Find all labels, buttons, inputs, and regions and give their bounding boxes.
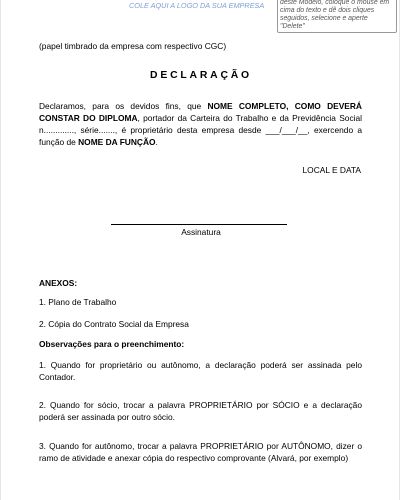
logo-placeholder[interactable]: COLE AQUI A LOGO DA SUA EMPRESA bbox=[129, 1, 265, 10]
observations-heading[interactable]: Observações para o preenchimento: bbox=[39, 339, 185, 349]
signature-line bbox=[111, 224, 287, 225]
annexes-heading[interactable]: ANEXOS: bbox=[39, 278, 78, 288]
document-title[interactable]: DECLARAÇÃO bbox=[150, 70, 252, 81]
declaration-paragraph[interactable] bbox=[39, 100, 362, 148]
role-field[interactable]: NOME DA FUNÇÃO bbox=[78, 137, 156, 147]
letterhead-note[interactable]: (papel timbrado da empresa com respectivo CGC) bbox=[39, 41, 227, 51]
annex-item[interactable]: 2. Cópia do Contrato Social da Empresa bbox=[39, 319, 189, 329]
declaration-text-middle: , portador da Carteira do Trabalho e da Previdência Social n............., série......., é proprietário desta empresa desde ___/___/__, exercendo a função de bbox=[39, 113, 363, 147]
observation-item[interactable]: 1. Quando for proprietário ou autônomo, a declaração poderá ser assinada pelo Contador. bbox=[39, 360, 362, 382]
signature-label[interactable]: Assinatura bbox=[181, 227, 221, 237]
declaration-text-start: Declaramos, para os devidos fins, que bbox=[39, 101, 208, 111]
observation-item[interactable]: 3. Quando for autônomo, trocar a palavra PROPRIETÁRIO por AUTÔNOMO, dizer o ramo de atividade e anexar cópia do respectivo comprovante (Alvará, por exemplo) bbox=[39, 441, 362, 463]
instruction-tooltip: deste Modelo, coloque o mouse em cima do texto e dê dois cliques seguidos, selecione e aperte "Delete" bbox=[277, 0, 397, 33]
declaration-text-end: . bbox=[155, 137, 158, 147]
annex-item[interactable]: 1. Plano de Trabalho bbox=[39, 297, 117, 307]
place-and-date[interactable]: LOCAL E DATA bbox=[302, 165, 361, 175]
observation-item[interactable]: 2. Quando for sócio, trocar a palavra PROPRIETÁRIO por SÓCIO e a declaração poderá ser assinada por outro sócio. bbox=[39, 400, 362, 422]
name-field[interactable]: NOME COMPLETO, COMO DEVERÁ CONSTAR DO DIPLOMA bbox=[39, 101, 362, 123]
